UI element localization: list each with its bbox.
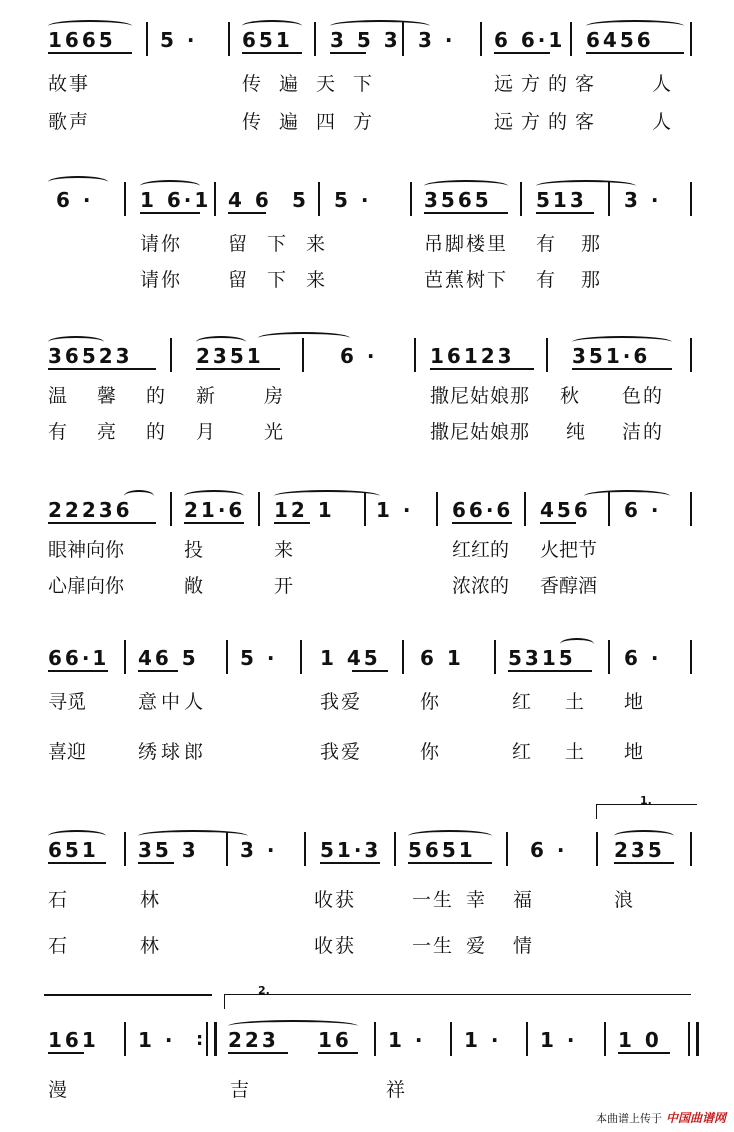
measure-notes: 351·6	[572, 344, 651, 368]
lyric: 爱情	[466, 935, 561, 957]
lyrics-verse-1	[0, 384, 734, 410]
bar-line	[170, 338, 172, 372]
slur	[184, 490, 244, 502]
measure-notes: 6 ·	[624, 498, 662, 522]
lyric: 故事	[48, 73, 91, 95]
measure-notes: 36523	[48, 344, 133, 368]
lyric: 传遍四方	[242, 111, 391, 133]
measure-notes: 1 ·	[388, 1028, 426, 1052]
bar-line	[124, 832, 126, 866]
lyrics-verse-1	[0, 690, 734, 716]
lyrics-verse-1	[0, 538, 734, 564]
lyric: 石	[48, 889, 70, 911]
lyric: 请你	[140, 269, 183, 291]
bar-line	[690, 640, 692, 674]
bar-line	[124, 640, 126, 674]
underline	[274, 522, 310, 524]
underline	[508, 670, 592, 672]
measure-notes: 2351	[196, 344, 264, 368]
measure-notes: 6 ·	[340, 344, 378, 368]
underline	[408, 862, 492, 864]
bar-line	[304, 832, 306, 866]
measure-notes: 1 ·	[464, 1028, 502, 1052]
lyric: 月	[196, 421, 218, 443]
underline	[572, 368, 672, 370]
measure-notes: 5 ·	[160, 28, 198, 52]
lyric: 撒尼姑娘那	[430, 385, 531, 407]
lyric: 绣球郎	[138, 741, 208, 763]
lyric: 有那	[536, 269, 627, 291]
lyric: 开	[274, 575, 296, 597]
bar-line	[436, 492, 438, 526]
lyric: 有那	[536, 233, 627, 255]
lyric: 收获	[314, 889, 357, 911]
bar-line	[526, 1022, 528, 1056]
bar-line	[146, 22, 148, 56]
lyric: 漫	[48, 1079, 70, 1101]
measure-notes: 12 1	[274, 498, 335, 522]
measure-notes: 5 ·	[334, 188, 372, 212]
measure-notes: 223	[228, 1028, 279, 1052]
lyric: 收获	[314, 935, 357, 957]
bar-line	[300, 640, 302, 674]
lyric: 地	[624, 741, 646, 763]
lyric: 光	[264, 421, 286, 443]
measure-notes: 66·6	[452, 498, 514, 522]
underline	[48, 52, 132, 54]
bar-line	[314, 22, 316, 56]
bar-line	[546, 338, 548, 372]
measure-notes: 161	[48, 1028, 99, 1052]
measure-notes: 35 3	[138, 838, 199, 862]
final-bar	[688, 1022, 699, 1056]
measure-notes: 1 6·1	[140, 188, 212, 212]
bar-line	[506, 832, 508, 866]
lyric: 一生	[412, 935, 455, 957]
lyrics-verse-2	[0, 268, 734, 294]
slur	[48, 176, 108, 188]
lyric: 红土	[512, 691, 619, 713]
slur	[586, 20, 684, 32]
measure-notes: 651	[48, 838, 99, 862]
measure-notes: 651	[242, 28, 293, 52]
notes-row	[0, 838, 734, 878]
measure-notes: 1 45	[320, 646, 381, 670]
bar-line	[480, 22, 482, 56]
measure-notes: 235	[614, 838, 665, 862]
lyrics-verse-1	[0, 1078, 734, 1104]
lyric: 红红的	[452, 539, 510, 561]
lyric: 我爱	[320, 691, 363, 713]
slur	[274, 490, 380, 502]
measure-notes: 6 ·	[624, 646, 662, 670]
lyrics-verse-2	[0, 420, 734, 446]
slur	[48, 20, 132, 32]
bar-line	[570, 22, 572, 56]
lyric: 留下来	[228, 269, 346, 291]
lyric: 吊脚楼里	[424, 233, 509, 255]
notes-row	[0, 646, 734, 686]
lyric: 温馨的	[48, 385, 196, 407]
bar-line	[690, 338, 692, 372]
underline	[318, 1052, 358, 1054]
lyric: 远方的客	[494, 73, 603, 95]
lyric: 洁的	[622, 421, 665, 443]
notes-row	[0, 344, 734, 384]
bar-line	[170, 492, 172, 526]
lyrics-verse-1	[0, 72, 734, 98]
measure-notes: 6 ·	[56, 188, 94, 212]
slur	[536, 180, 636, 192]
lyric: 我爱	[320, 741, 363, 763]
slur	[330, 20, 430, 32]
footer-credit	[596, 1109, 726, 1126]
lyric: 喜迎	[48, 741, 87, 763]
lyric: 你	[420, 691, 442, 713]
slur	[140, 180, 200, 192]
underline	[424, 212, 508, 214]
underline	[228, 212, 266, 214]
measure-notes: 1665	[48, 28, 116, 52]
lyric: 新	[196, 385, 218, 407]
bar-line	[402, 640, 404, 674]
measure-notes: 16123	[430, 344, 515, 368]
lyric: 吉	[230, 1079, 252, 1101]
bar-line	[690, 182, 692, 216]
bar-line	[450, 1022, 452, 1056]
underline	[196, 368, 280, 370]
lyric: 地	[624, 691, 646, 713]
measure-notes: 6456	[586, 28, 654, 52]
measure-notes: 22236	[48, 498, 133, 522]
volta-bracket-2	[224, 994, 691, 1009]
underline	[138, 862, 174, 864]
underline	[586, 52, 684, 54]
bar-line	[394, 832, 396, 866]
footer-text: 本曲谱上传于	[595, 1111, 662, 1125]
measure-notes: 456	[540, 498, 591, 522]
lyric: 来	[274, 539, 296, 561]
measure-notes: 5651	[408, 838, 476, 862]
lyrics-verse-2	[0, 110, 734, 136]
measure-notes: 1 0	[618, 1028, 662, 1052]
bar-line	[226, 640, 228, 674]
lyric: 留下来	[228, 233, 346, 255]
lyric: 眼神向你	[48, 539, 125, 561]
measure-notes: 6 6·1	[494, 28, 566, 52]
measure-notes: 21·6	[184, 498, 246, 522]
underline	[140, 212, 200, 214]
lyric: 歌声	[48, 111, 91, 133]
notes-row	[0, 498, 734, 538]
lyric: 香醇酒	[540, 575, 598, 597]
volta-label: 1.	[640, 794, 652, 807]
bar-line	[124, 1022, 126, 1056]
lyrics-verse-2	[0, 740, 734, 766]
notes-row	[0, 188, 734, 228]
bar-line	[604, 1022, 606, 1056]
measure-notes: 1 ·	[376, 498, 414, 522]
lyric: 石	[48, 935, 70, 957]
bar-line	[410, 182, 412, 216]
lyric: 幸福	[466, 889, 561, 911]
underline	[494, 52, 550, 54]
underline	[242, 52, 302, 54]
underline	[452, 522, 512, 524]
lyric: 远方的客	[494, 111, 603, 133]
lyric: 浓浓的	[452, 575, 510, 597]
lyric: 一生	[412, 889, 455, 911]
measure-notes: 66·1	[48, 646, 110, 670]
volta-line-1	[44, 994, 212, 996]
underline	[48, 522, 156, 524]
slur	[424, 180, 508, 192]
bar-line	[228, 22, 230, 56]
bar-line	[690, 22, 692, 56]
measure-notes: 1 ·	[540, 1028, 578, 1052]
bar-line	[374, 1022, 376, 1056]
notes-row	[0, 1028, 734, 1068]
bar-line	[690, 832, 692, 866]
bar-line	[520, 182, 522, 216]
measure-notes: 3 ·	[624, 188, 662, 212]
underline	[48, 670, 108, 672]
measure-notes: 3 ·	[240, 838, 278, 862]
lyric: 人	[652, 111, 674, 133]
repeat-bar	[206, 1022, 217, 1056]
measure-notes: 51·3	[320, 838, 382, 862]
underline	[352, 670, 388, 672]
measure-notes: 3 ·	[418, 28, 456, 52]
lyric: 色的	[622, 385, 665, 407]
bar-line	[124, 182, 126, 216]
lyric: 浪	[614, 889, 636, 911]
measure-notes: 6 1	[420, 646, 464, 670]
bar-line	[494, 640, 496, 674]
lyric: 你	[420, 741, 442, 763]
lyric: 红土	[512, 741, 619, 763]
lyric: 人	[652, 73, 674, 95]
underline	[430, 368, 534, 370]
bar-line	[214, 182, 216, 216]
lyric: 有亮的	[48, 421, 196, 443]
lyric: 祥	[386, 1079, 408, 1101]
slur	[138, 830, 248, 842]
bar-line	[258, 492, 260, 526]
underline	[618, 1052, 670, 1054]
slur	[584, 490, 670, 502]
underline	[48, 1052, 84, 1054]
underline	[48, 862, 106, 864]
measure-notes: 513	[536, 188, 587, 212]
measure-notes: 1 ·	[138, 1028, 176, 1052]
underline	[540, 522, 576, 524]
measure-notes: 16	[318, 1028, 352, 1052]
lyric: 寻觅	[48, 691, 87, 713]
bar-line	[524, 492, 526, 526]
slur	[48, 336, 104, 348]
lyric: 心扉向你	[48, 575, 125, 597]
measure-notes: 4 6	[228, 188, 272, 212]
measure-notes: 6 ·	[530, 838, 568, 862]
lyric: 火把节	[540, 539, 598, 561]
lyric: 林	[140, 889, 162, 911]
lyrics-verse-2	[0, 934, 734, 960]
bar-line	[414, 338, 416, 372]
slur	[572, 336, 672, 348]
underline	[536, 212, 594, 214]
measure-notes: 5 ·	[240, 646, 278, 670]
lyric: 纯	[566, 421, 588, 443]
notes-row	[0, 28, 734, 68]
underline	[228, 1052, 288, 1054]
bar-line	[596, 832, 598, 866]
volta-label: 2.	[258, 984, 270, 997]
lyrics-verse-1	[0, 232, 734, 258]
slur	[614, 830, 674, 842]
underline	[138, 670, 178, 672]
lyric: 芭蕉树下	[424, 269, 509, 291]
lyric: 投	[184, 539, 206, 561]
lyric: 请你	[140, 233, 183, 255]
lyric: 敞	[184, 575, 206, 597]
repeat-sign: :	[196, 1029, 207, 1050]
measure-notes: 5	[292, 188, 309, 212]
bar-line	[608, 640, 610, 674]
slur	[196, 336, 246, 348]
lyric: 撒尼姑娘那	[430, 421, 531, 443]
measure-notes: 5315	[508, 646, 576, 670]
underline	[320, 862, 380, 864]
lyrics-verse-1	[0, 888, 734, 914]
underline	[184, 522, 244, 524]
lyric: 房	[264, 385, 286, 407]
slur	[124, 490, 154, 502]
bar-line	[318, 182, 320, 216]
underline	[48, 368, 156, 370]
lyric: 传遍天下	[242, 73, 391, 95]
underline	[614, 862, 674, 864]
lyric: 意中人	[138, 691, 208, 713]
lyrics-verse-2	[0, 574, 734, 600]
underline	[330, 52, 366, 54]
slur	[408, 830, 492, 842]
slur	[48, 830, 106, 842]
slur	[560, 638, 594, 650]
bar-line	[690, 492, 692, 526]
site-logo[interactable]: 中国曲谱网	[665, 1111, 726, 1125]
lyric: 秋	[560, 385, 582, 407]
measure-notes: 46 5	[138, 646, 199, 670]
measure-notes: 3 5 3	[330, 28, 401, 52]
slur	[258, 332, 350, 344]
slur	[242, 20, 302, 32]
slur	[228, 1020, 358, 1032]
measure-notes: 3565	[424, 188, 492, 212]
lyric: 林	[140, 935, 162, 957]
